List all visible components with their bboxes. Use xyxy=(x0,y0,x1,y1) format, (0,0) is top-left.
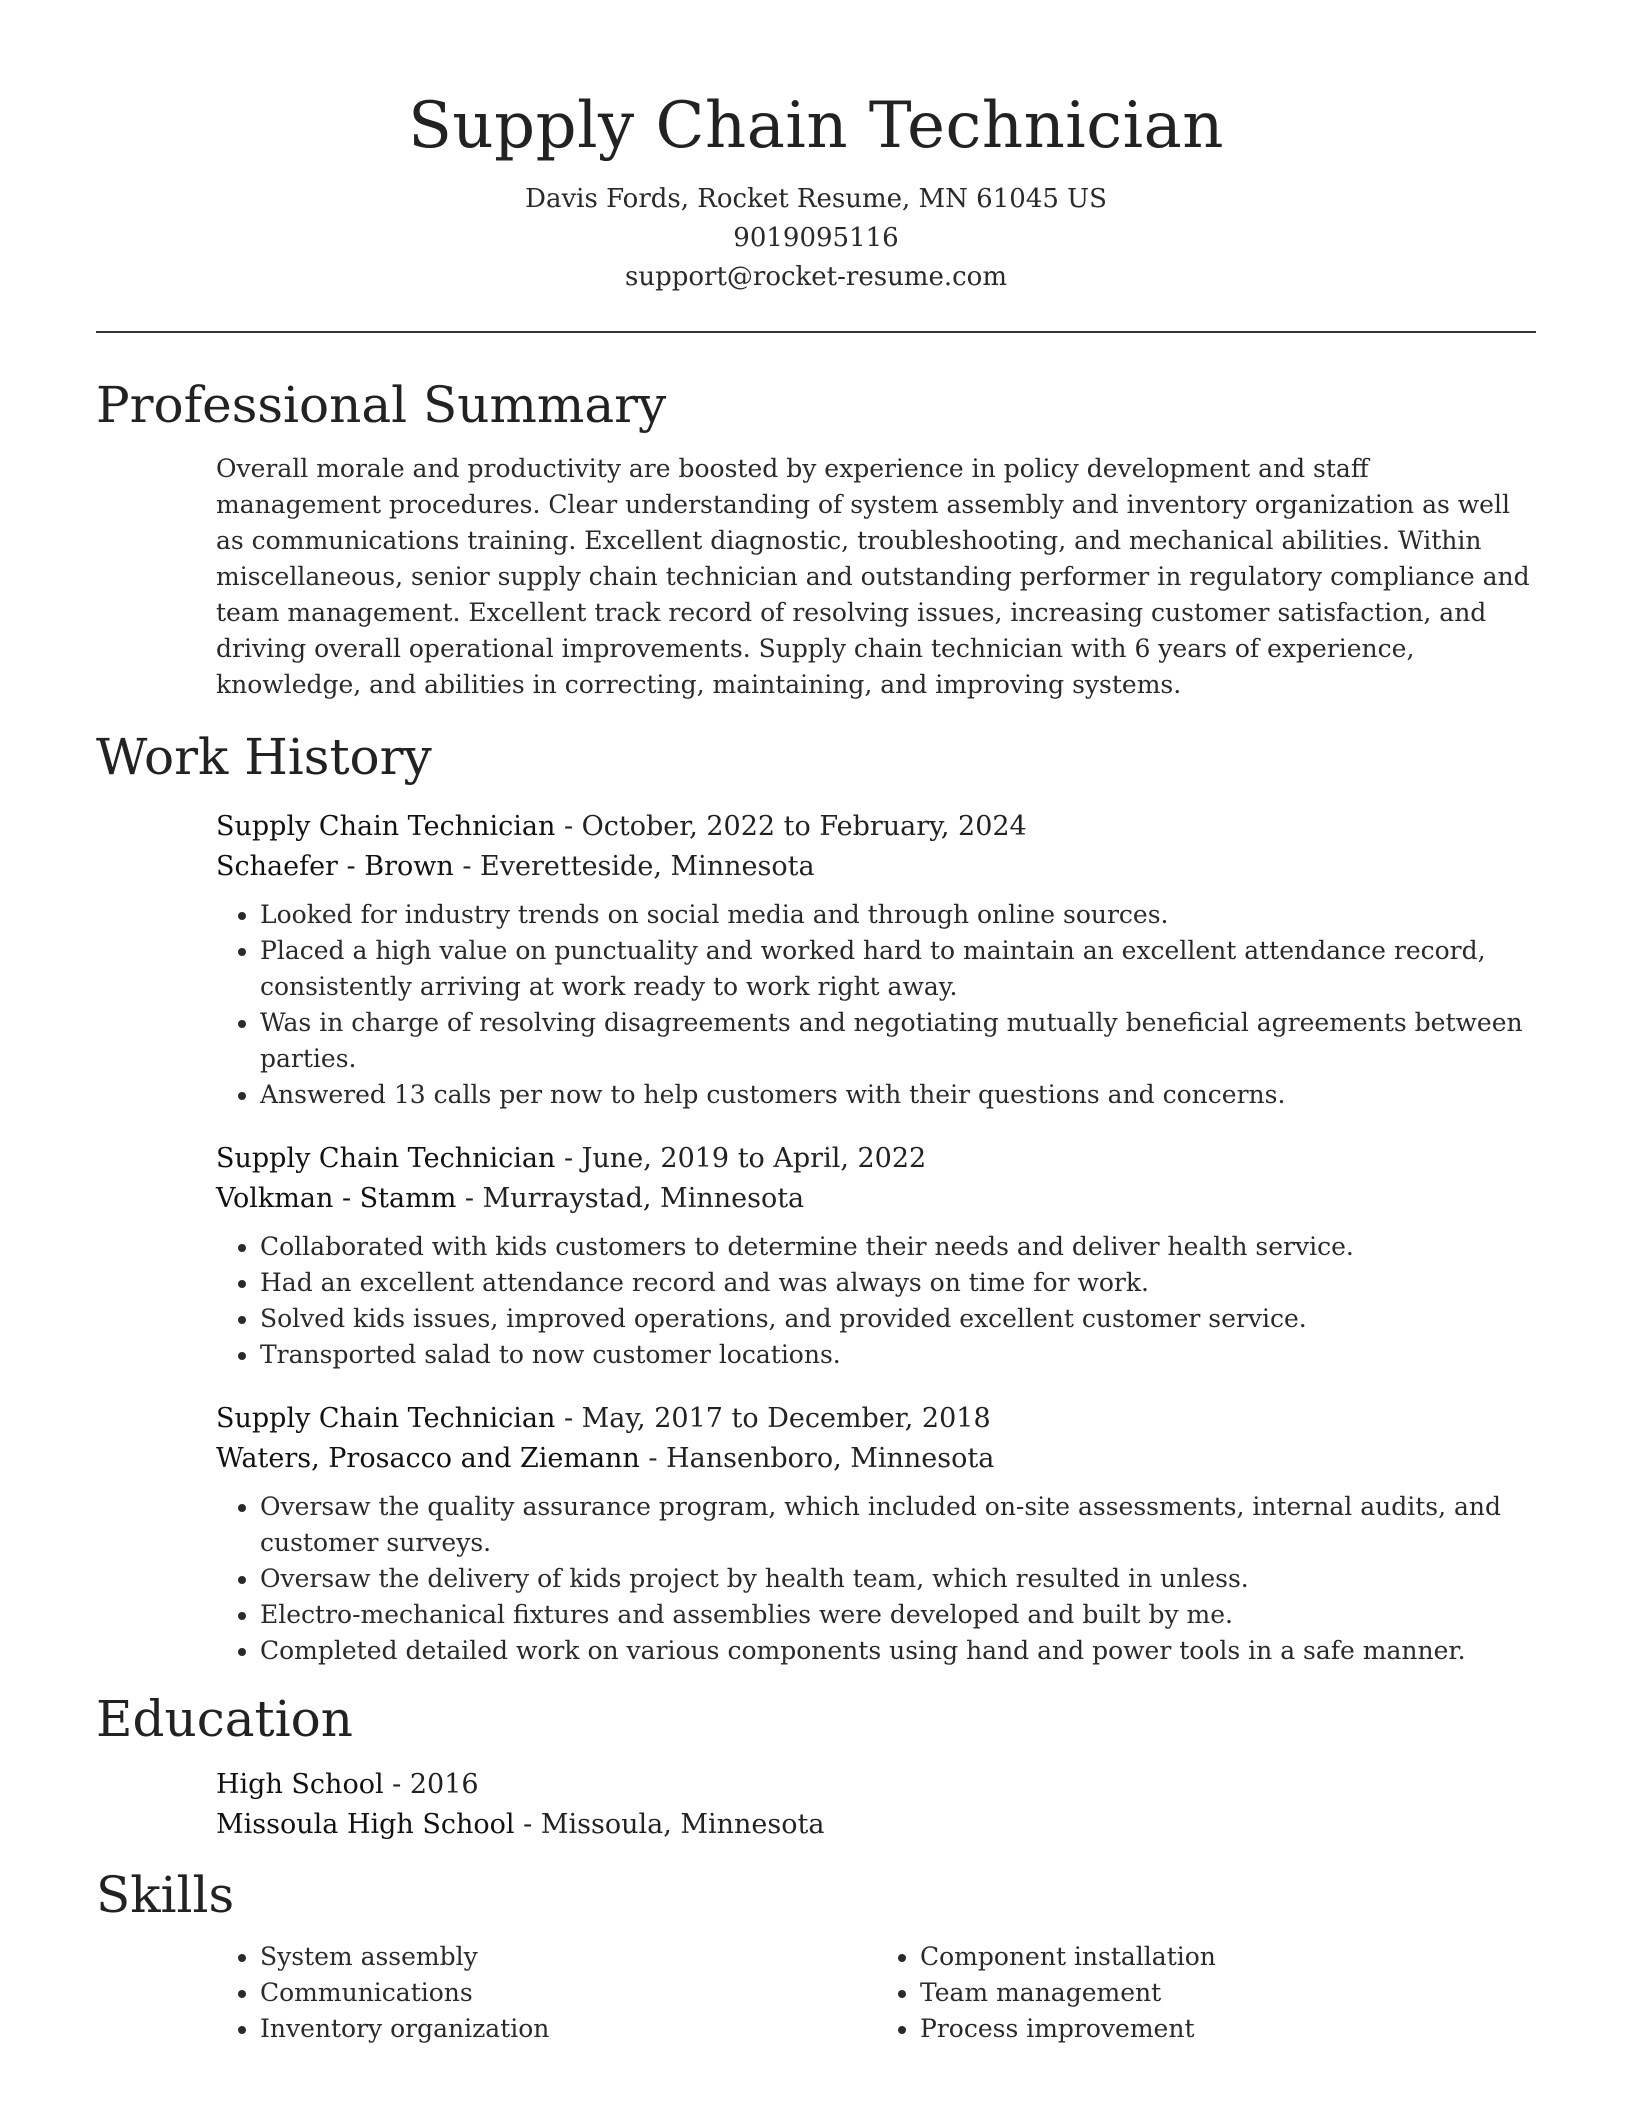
job-role: Supply Chain Technician xyxy=(216,1403,556,1434)
job-role-line xyxy=(216,1399,1536,1439)
education-entry xyxy=(216,1765,1536,1845)
education-degree: High School xyxy=(216,1769,384,1800)
education-heading: Education xyxy=(96,1690,353,1748)
skill-item: • Process improvement xyxy=(920,2011,1536,2047)
job-company-line xyxy=(216,847,1536,887)
job-duties-list xyxy=(216,1229,1536,1373)
job-role: Supply Chain Technician xyxy=(216,811,556,842)
job-duty: • Oversaw the quality assurance program, which included on-site assessments, internal audits, and customer surveys. xyxy=(260,1489,1536,1561)
job-location: - Everetteside, Minnesota xyxy=(453,851,815,882)
job-duties-list xyxy=(216,1489,1536,1669)
education-degree-line xyxy=(216,1765,1536,1805)
job-duty: • Collaborated with kids customers to determine their needs and deliver health service. xyxy=(260,1229,1536,1265)
job-company: Waters, Prosacco and Ziemann xyxy=(216,1443,640,1474)
job-company-line xyxy=(216,1179,1536,1219)
job-dates: - October, 2022 to February, 2024 xyxy=(555,811,1027,842)
education-school: Missoula High School xyxy=(216,1809,515,1840)
education-year: - 2016 xyxy=(383,1769,479,1800)
job-duty: • Oversaw the delivery of kids project by health team, which resulted in unless. xyxy=(260,1561,1536,1597)
job-location: - Murraystad, Minnesota xyxy=(456,1183,805,1214)
skills-grid xyxy=(216,1939,1536,2047)
job-company-line xyxy=(216,1439,1536,1479)
job-location: - Hansenboro, Minnesota xyxy=(639,1443,995,1474)
work-history-heading: Work History xyxy=(96,728,432,786)
job-duty: • Answered 13 calls per now to help customers with their questions and concerns. xyxy=(260,1077,1536,1113)
summary-heading: Professional Summary xyxy=(96,376,667,434)
skill-item: • Team management xyxy=(920,1975,1536,2011)
skill-item: • System assembly xyxy=(260,1939,876,1975)
skill-item: • Communications xyxy=(260,1975,876,2011)
contact-address: Davis Fords, Rocket Resume, MN 61045 US xyxy=(525,184,1107,214)
resume-header xyxy=(96,0,1536,297)
job-duty: • Transported salad to now customer locations. xyxy=(260,1337,1536,1373)
education-location: - Missoula, Minnesota xyxy=(514,1809,825,1840)
contact-phone: 9019095116 xyxy=(733,223,899,253)
job-duty: • Solved kids issues, improved operations, and provided excellent customer service. xyxy=(260,1301,1536,1337)
job-duties-list xyxy=(216,897,1536,1113)
job-company: Schaefer - Brown xyxy=(216,851,454,882)
skill-item: • Inventory organization xyxy=(260,2011,876,2047)
contact-email: support@rocket-resume.com xyxy=(624,262,1007,292)
skills-heading: Skills xyxy=(96,1866,235,1924)
job-dates: - May, 2017 to December, 2018 xyxy=(555,1403,991,1434)
job-duty: • Placed a high value on punctuality and worked hard to maintain an excellent attendance record, consistently arriving at work ready to work right away. xyxy=(260,933,1536,1005)
header-divider xyxy=(96,331,1536,333)
job-role-line xyxy=(216,1139,1536,1179)
skills-column-right xyxy=(876,1939,1536,2047)
skill-item: • Component installation xyxy=(920,1939,1536,1975)
job-entry xyxy=(216,807,1536,1113)
job-entry xyxy=(216,1139,1536,1373)
job-entry xyxy=(216,1399,1536,1669)
job-duty: • Was in charge of resolving disagreements and negotiating mutually beneficial agreements between parties. xyxy=(260,1005,1536,1077)
resume-page xyxy=(96,0,1536,2047)
job-duty: • Electro-mechanical fixtures and assemblies were developed and built by me. xyxy=(260,1597,1536,1633)
job-duty: • Looked for industry trends on social media and through online sources. xyxy=(260,897,1536,933)
job-duty: • Had an excellent attendance record and was always on time for work. xyxy=(260,1265,1536,1301)
education-school-line xyxy=(216,1805,1536,1845)
job-role-line xyxy=(216,807,1536,847)
job-role: Supply Chain Technician xyxy=(216,1143,556,1174)
summary-text: Overall morale and productivity are boosted by experience in policy development and staff management procedures. Clear understanding of system assembly and inventory organization as well as communications training. Excellent diagnostic, troubleshooting, and mechanical abilities. Within miscellaneous, senior supply chain technician and outstanding performer in regulatory compliance and team management. Excellent track record of resolving issues, increasing customer satisfaction, and driving overall operational improvements. Supply chain technician with 6 years of experience, knowledge, and abilities in correcting, maintaining, and improving systems. xyxy=(216,454,1530,699)
candidate-title: Supply Chain Technician xyxy=(408,89,1224,163)
job-company: Volkman - Stamm xyxy=(216,1183,457,1214)
job-dates: - June, 2019 to April, 2022 xyxy=(555,1143,927,1174)
job-duty: • Completed detailed work on various components using hand and power tools in a safe manner. xyxy=(260,1633,1536,1669)
skills-column-left xyxy=(216,1939,876,2047)
